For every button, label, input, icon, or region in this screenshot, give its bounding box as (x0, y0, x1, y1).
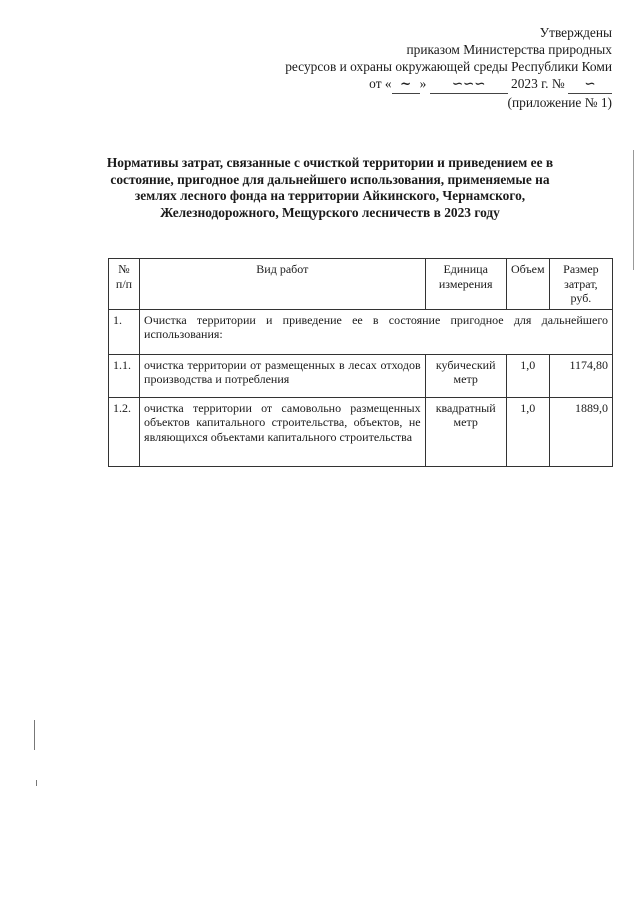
approval-date-line (192, 75, 612, 94)
row-work: очистка территории от размещенных в лесах отходов производства и потребления (140, 354, 426, 397)
date-year: 2023 г. (511, 76, 549, 91)
table-row (109, 309, 613, 354)
header-num: № п/п (109, 259, 140, 310)
row-cost: 1174,80 (549, 354, 612, 397)
title-line-2: состояние, пригодное для дальнейшего использования, применяемые на (110, 171, 550, 187)
quote-open: « (384, 76, 392, 91)
row-unit: кубический метр (425, 354, 506, 397)
row-num: 1.1. (109, 354, 140, 397)
approval-heading: Утверждены (539, 25, 612, 40)
row-work: Очистка территории и приведение ее в состояние пригодное для дальнейшего использования: (140, 309, 613, 354)
header-unit: Единица измерения (425, 259, 506, 310)
table-header-row (109, 259, 613, 310)
row-unit: квадратный метр (425, 397, 506, 466)
row-volume: 1,0 (506, 354, 549, 397)
scan-edge-mark (633, 150, 634, 270)
quote-close: » (419, 76, 427, 91)
approval-ministry-line: ресурсов и охраны окружающей среды Республики Коми (285, 59, 612, 74)
title-line-1: Нормативы затрат, связанные с очисткой территории и приведением ее в (106, 155, 554, 170)
scan-speck-mark (34, 720, 35, 750)
row-cost: 1889,0 (549, 397, 612, 466)
header-volume: Объем (506, 259, 549, 310)
approval-block (192, 24, 612, 111)
document-title (100, 155, 560, 221)
row-num: 1.2. (109, 397, 140, 466)
date-prefix: от (369, 76, 382, 91)
table-row (109, 354, 613, 397)
title-line-3: землях лесного фонда на территории Айкинского, Чернамского, (134, 188, 526, 203)
header-work: Вид работ (140, 259, 426, 310)
handwritten-order-number-signature: ∽ (568, 76, 612, 94)
cost-norms-table (108, 258, 613, 467)
scan-speck-mark (36, 780, 37, 786)
row-num: 1. (109, 309, 140, 354)
table-row (109, 397, 613, 466)
row-volume: 1,0 (506, 397, 549, 466)
handwritten-month-signature: ∽∽∽ (430, 76, 508, 94)
appendix-label: (приложение № 1) (507, 95, 612, 110)
number-sign: № (551, 76, 565, 91)
title-line-4: Железнодорожного, Мещурского лесничеств в 2023 году (160, 204, 500, 220)
header-cost: Размер затрат, руб. (549, 259, 612, 310)
handwritten-day-signature: ~ (392, 76, 420, 94)
row-work: очистка территории от самовольно размещенных объектов капитального строительства, объектов, не являющихся объектами капитального строительства (140, 397, 426, 466)
approval-order-line: приказом Министерства природных (406, 42, 612, 57)
